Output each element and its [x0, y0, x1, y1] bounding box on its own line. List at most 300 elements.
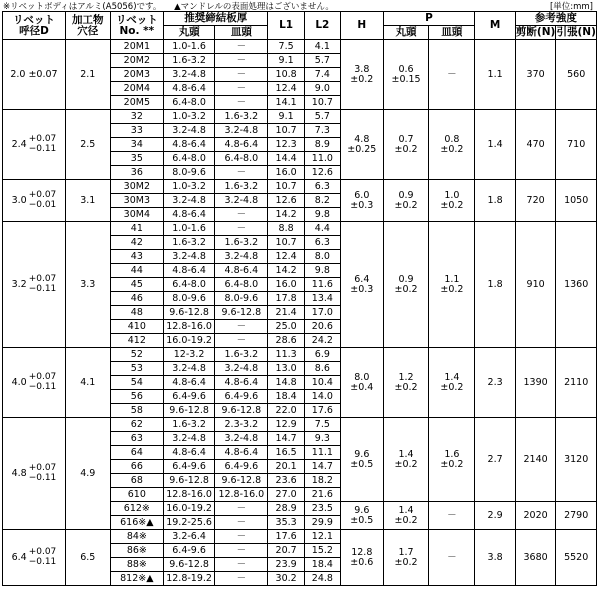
l2-cell: 24.8 [304, 572, 340, 586]
header-p-flat: 皿頭 [429, 26, 475, 40]
l2-cell: 10.4 [304, 376, 340, 390]
shear-cell: 470 [515, 110, 556, 180]
tensile-cell: 1360 [556, 222, 597, 348]
tol-upper: +0.07 [28, 134, 57, 145]
h-cell-line: ±0.5 [350, 458, 374, 470]
p-flat-cell [429, 180, 475, 222]
grip-round-cell: 3.2-6.4 [164, 530, 215, 544]
header-p: P [383, 12, 475, 26]
header-l2: L2 [304, 12, 340, 40]
l2-cell: 12.6 [304, 166, 340, 180]
rivet-no-cell: 30M2 [110, 180, 163, 194]
p-flat-cell [429, 110, 475, 180]
h-cell-line: ±0.2 [350, 73, 374, 85]
p-round-cell [383, 222, 429, 348]
rivet-no-cell: 63 [110, 432, 163, 446]
rivet-dia-value: 6.4 [11, 552, 27, 563]
l1-cell: 14.4 [268, 152, 304, 166]
grip-round-cell: 1.0-1.6 [164, 222, 215, 236]
h-cell-line: 8.0 [354, 371, 370, 383]
m-cell: 3.8 [475, 530, 516, 586]
l1-cell: 25.0 [268, 320, 304, 334]
grip-flat-cell: 3.2-4.8 [215, 194, 268, 208]
h-cell-line: ±0.4 [350, 381, 374, 393]
l2-cell: 11.1 [304, 446, 340, 460]
grip-flat-cell: － [215, 96, 268, 110]
rivet-no-cell: 30M3 [110, 194, 163, 208]
h-cell-line: 4.8 [354, 133, 370, 145]
hole-dia-cell: 4.1 [65, 348, 110, 418]
l2-cell: 9.3 [304, 432, 340, 446]
l1-cell: 12.4 [268, 250, 304, 264]
h-cell [340, 418, 383, 502]
rivet-no-cell: 36 [110, 166, 163, 180]
l1-cell: 9.1 [268, 110, 304, 124]
h-cell-line: 9.6 [354, 448, 370, 460]
grip-round-cell: 3.2-4.8 [164, 250, 215, 264]
p-round-cell-line: 0.7 [398, 133, 414, 145]
grip-round-cell: 4.8-6.4 [164, 138, 215, 152]
h-cell-line: ±0.6 [350, 556, 374, 568]
grip-flat-cell: － [215, 502, 268, 516]
tol-lower: −0.11 [28, 472, 57, 483]
rivet-dia-value: 2.4 [11, 139, 27, 150]
grip-flat-cell: 4.8-6.4 [215, 446, 268, 460]
rivet-no-cell: 46 [110, 292, 163, 306]
rivet-no-cell: 20M3 [110, 68, 163, 82]
p-flat-cell-line: 0.8 [444, 133, 460, 145]
p-flat-cell [429, 222, 475, 348]
p-flat-cell-line: 1.6 [444, 448, 460, 460]
rivet-no-cell: 68 [110, 474, 163, 488]
rivet-no-cell: 412 [110, 334, 163, 348]
grip-flat-cell: － [215, 222, 268, 236]
p-flat-cell-line: － [447, 68, 457, 80]
l2-cell: 4.4 [304, 222, 340, 236]
hole-dia-cell: 2.1 [65, 40, 110, 110]
grip-flat-cell: － [215, 516, 268, 530]
l2-cell: 9.8 [304, 264, 340, 278]
grip-flat-cell: 9.6-12.8 [215, 474, 268, 488]
hole-dia-cell: 6.5 [65, 530, 110, 586]
p-flat-cell-line: 1.1 [444, 273, 460, 285]
hole-dia-cell: 2.5 [65, 110, 110, 180]
table-row [3, 418, 597, 432]
p-round-cell-line: ±0.2 [394, 283, 418, 295]
hole-dia-cell: 3.1 [65, 180, 110, 222]
rivet-dia-cell [3, 40, 66, 110]
rivet-dia-cell [3, 110, 66, 180]
l1-cell: 7.5 [268, 40, 304, 54]
tensile-cell: 1050 [556, 180, 597, 222]
l1-cell: 14.7 [268, 432, 304, 446]
grip-round-cell: 6.4-9.6 [164, 544, 215, 558]
p-flat-cell [429, 348, 475, 418]
rivet-no-cell: 43 [110, 250, 163, 264]
l2-cell: 12.1 [304, 530, 340, 544]
p-flat-cell-line: ±0.2 [440, 143, 464, 155]
table-row [3, 222, 597, 236]
grip-flat-cell: － [215, 558, 268, 572]
h-cell-line: ±0.5 [350, 514, 374, 526]
p-round-cell-line: ±0.2 [394, 381, 418, 393]
grip-round-cell: 6.4-9.6 [164, 390, 215, 404]
h-cell-line: 6.4 [354, 273, 370, 285]
l2-cell: 6.3 [304, 180, 340, 194]
rivet-no-cell: 33 [110, 124, 163, 138]
grip-round-cell: 16.0-19.2 [164, 334, 215, 348]
rivet-dia-value: 4.0 [11, 377, 27, 388]
l1-cell: 13.0 [268, 362, 304, 376]
hole-dia-cell: 4.9 [65, 418, 110, 530]
l1-cell: 17.8 [268, 292, 304, 306]
l2-cell: 20.6 [304, 320, 340, 334]
h-cell [340, 530, 383, 586]
rivet-no-cell: 812※▲ [110, 572, 163, 586]
l1-cell: 8.8 [268, 222, 304, 236]
grip-flat-cell: 9.6-12.8 [215, 306, 268, 320]
grip-flat-cell: － [215, 68, 268, 82]
grip-round-cell: 1.6-3.2 [164, 54, 215, 68]
p-flat-cell-line: － [447, 551, 457, 563]
p-round-cell [383, 348, 429, 418]
grip-flat-cell: 9.6-12.8 [215, 404, 268, 418]
h-cell [340, 40, 383, 110]
grip-flat-cell: 1.6-3.2 [215, 348, 268, 362]
p-round-cell-line: ±0.2 [394, 199, 418, 211]
rivet-dia-cell [3, 530, 66, 586]
tol-upper: +0.07 [28, 463, 57, 474]
grip-flat-cell: 4.8-6.4 [215, 376, 268, 390]
p-round-cell-line: 0.9 [398, 273, 414, 285]
l1-cell: 20.1 [268, 460, 304, 474]
rivet-dia-cell [3, 348, 66, 418]
header-strength: 参考強度 [515, 12, 596, 26]
rivet-dia-tolerance [29, 275, 57, 294]
shear-cell: 2020 [515, 502, 556, 530]
grip-flat-cell: 1.6-3.2 [215, 236, 268, 250]
p-round-cell-line: ±0.2 [394, 143, 418, 155]
grip-round-cell: 6.4-8.0 [164, 152, 215, 166]
p-round-cell-line: 1.4 [398, 504, 414, 516]
l2-cell: 14.0 [304, 390, 340, 404]
l1-cell: 10.8 [268, 68, 304, 82]
l2-cell: 5.7 [304, 54, 340, 68]
rivet-dia-cell [3, 222, 66, 348]
tol-upper: +0.07 [28, 190, 57, 201]
l1-cell: 14.8 [268, 376, 304, 390]
rivet-dia-tolerance [29, 373, 57, 392]
p-round-cell-line: 0.6 [398, 63, 414, 75]
p-flat-cell [429, 418, 475, 502]
spec-table [2, 11, 597, 586]
rivet-dia-value: 4.8 [11, 468, 27, 479]
rivet-no-cell: 410 [110, 320, 163, 334]
grip-flat-cell: － [215, 544, 268, 558]
rivet-no-cell: 616※▲ [110, 516, 163, 530]
rivet-dia-tolerance [29, 548, 57, 567]
rivet-no-cell: 20M1 [110, 40, 163, 54]
l1-cell: 27.0 [268, 488, 304, 502]
l2-cell: 11.6 [304, 278, 340, 292]
p-round-cell-line: ±0.2 [394, 514, 418, 526]
grip-round-cell: 12.8-16.0 [164, 320, 215, 334]
rivet-no-cell: 52 [110, 348, 163, 362]
l2-cell: 9.0 [304, 82, 340, 96]
p-round-cell-line: ±0.15 [391, 73, 421, 85]
grip-round-cell: 1.0-3.2 [164, 180, 215, 194]
grip-round-cell: 3.2-4.8 [164, 432, 215, 446]
h-cell [340, 348, 383, 418]
l2-cell: 29.9 [304, 516, 340, 530]
tol-upper: +0.07 [28, 274, 57, 285]
rivet-dia-value: 3.2 [11, 279, 27, 290]
l2-cell: 8.6 [304, 362, 340, 376]
m-cell: 1.1 [475, 40, 516, 110]
grip-round-cell: 9.6-12.8 [164, 474, 215, 488]
header-rivet-dia: リベット 呼径D [3, 12, 66, 40]
h-cell-line: 12.8 [351, 546, 373, 558]
tensile-cell: 5520 [556, 530, 597, 586]
l1-cell: 14.2 [268, 208, 304, 222]
rivet-no-cell: 32 [110, 110, 163, 124]
l1-cell: 23.6 [268, 474, 304, 488]
header-m: M [475, 12, 516, 40]
tensile-cell: 560 [556, 40, 597, 110]
l2-cell: 8.9 [304, 138, 340, 152]
l1-cell: 18.4 [268, 390, 304, 404]
p-round-cell-line: 0.9 [398, 189, 414, 201]
top-note: ※リベットボディはアルミ(A5056)です。 ▲マンドレルの表面処理はございません。 [3, 2, 334, 12]
rivet-no-cell: 44 [110, 264, 163, 278]
rivet-no-cell: 62 [110, 418, 163, 432]
shear-cell: 370 [515, 40, 556, 110]
grip-flat-cell: 3.2-4.8 [215, 124, 268, 138]
l1-cell: 23.9 [268, 558, 304, 572]
grip-round-cell: 6.4-8.0 [164, 96, 215, 110]
tensile-cell: 2790 [556, 502, 597, 530]
l1-cell: 12.3 [268, 138, 304, 152]
tol-lower: −0.11 [28, 143, 57, 154]
l1-cell: 16.0 [268, 278, 304, 292]
rivet-dia-cell [3, 418, 66, 530]
header-tensile: 引張(N) [556, 26, 596, 39]
shear-cell: 910 [515, 222, 556, 348]
l2-cell: 6.9 [304, 348, 340, 362]
table-row [3, 348, 597, 362]
l2-cell: 10.7 [304, 96, 340, 110]
grip-round-cell: 4.8-6.4 [164, 376, 215, 390]
rivet-no-cell: 20M4 [110, 82, 163, 96]
rivet-dia-tolerance [29, 135, 57, 154]
grip-flat-cell: 6.4-9.6 [215, 390, 268, 404]
l2-cell: 17.0 [304, 306, 340, 320]
p-round-cell [383, 502, 429, 530]
header-rivet-no: リベット No. ** [110, 12, 163, 40]
l2-cell: 11.0 [304, 152, 340, 166]
rivet-no-cell: 66 [110, 460, 163, 474]
p-round-cell-line: ±0.2 [394, 556, 418, 568]
grip-flat-cell: 6.4-9.6 [215, 460, 268, 474]
l1-cell: 11.3 [268, 348, 304, 362]
p-round-cell [383, 418, 429, 502]
l2-cell: 8.0 [304, 250, 340, 264]
l2-cell: 9.8 [304, 208, 340, 222]
grip-round-cell: 3.2-4.8 [164, 68, 215, 82]
p-round-cell-line: 1.4 [398, 448, 414, 460]
h-cell-line: 9.6 [354, 504, 370, 516]
p-flat-cell-line: ±0.2 [440, 199, 464, 211]
l2-cell: 7.3 [304, 124, 340, 138]
l1-cell: 12.6 [268, 194, 304, 208]
rivet-no-cell: 42 [110, 236, 163, 250]
grip-flat-cell: － [215, 166, 268, 180]
hole-dia-cell: 3.3 [65, 222, 110, 348]
grip-flat-cell: － [215, 334, 268, 348]
shear-cell: 720 [515, 180, 556, 222]
l2-cell: 7.4 [304, 68, 340, 82]
rivet-no-cell: 41 [110, 222, 163, 236]
h-cell-line: 6.0 [354, 189, 370, 201]
grip-flat-cell: 6.4-8.0 [215, 278, 268, 292]
p-round-cell-line: 1.2 [398, 371, 414, 383]
grip-round-cell: 1.6-3.2 [164, 418, 215, 432]
rivet-no-cell: 53 [110, 362, 163, 376]
tensile-cell: 2110 [556, 348, 597, 418]
p-round-cell [383, 180, 429, 222]
m-cell: 1.8 [475, 180, 516, 222]
m-cell: 2.7 [475, 418, 516, 502]
shear-cell: 2140 [515, 418, 556, 502]
rivet-no-cell: 54 [110, 376, 163, 390]
header-p-round: 丸頭 [383, 26, 429, 40]
grip-flat-cell: 8.0-9.6 [215, 292, 268, 306]
m-cell: 2.3 [475, 348, 516, 418]
tensile-cell: 3120 [556, 418, 597, 502]
p-flat-cell-line: ±0.2 [440, 381, 464, 393]
l1-cell: 16.5 [268, 446, 304, 460]
grip-flat-cell: 12.8-16.0 [215, 488, 268, 502]
l1-cell: 20.7 [268, 544, 304, 558]
grip-flat-cell: 1.6-3.2 [215, 180, 268, 194]
l1-cell: 21.4 [268, 306, 304, 320]
header-shear: 剪断(N) [515, 26, 556, 39]
tol-upper: +0.07 [28, 372, 57, 383]
grip-round-cell: 6.4-8.0 [164, 278, 215, 292]
grip-flat-cell: 3.2-4.8 [215, 362, 268, 376]
l1-cell: 9.1 [268, 54, 304, 68]
grip-round-cell: 9.6-12.8 [164, 404, 215, 418]
header-l1: L1 [268, 12, 304, 40]
grip-flat-cell: 2.3-3.2 [215, 418, 268, 432]
l1-cell: 10.7 [268, 180, 304, 194]
grip-round-cell: 19.2-25.6 [164, 516, 215, 530]
l1-cell: 12.4 [268, 82, 304, 96]
rivet-no-cell: 35 [110, 152, 163, 166]
header-hole-dia: 加工物 穴径 [65, 12, 110, 40]
header-grip: 推奨締結板厚 [164, 12, 268, 26]
h-cell [340, 222, 383, 348]
m-cell: 1.4 [475, 110, 516, 180]
grip-flat-cell: － [215, 208, 268, 222]
rivet-no-cell: 30M4 [110, 208, 163, 222]
tol-upper: +0.07 [28, 547, 57, 558]
l1-cell: 12.9 [268, 418, 304, 432]
m-cell: 1.8 [475, 222, 516, 348]
grip-flat-cell: － [215, 82, 268, 96]
l1-cell: 14.2 [268, 264, 304, 278]
grip-round-cell: 4.8-6.4 [164, 264, 215, 278]
l2-cell: 7.5 [304, 418, 340, 432]
grip-round-cell: 1.0-1.6 [164, 40, 215, 54]
grip-round-cell: 12.8-19.2 [164, 572, 215, 586]
rivet-no-cell: 64 [110, 446, 163, 460]
grip-flat-cell: 4.8-6.4 [215, 138, 268, 152]
h-cell [340, 502, 383, 530]
header-h: H [340, 12, 383, 40]
grip-flat-cell: 4.8-6.4 [215, 264, 268, 278]
rivet-no-cell: 84※ [110, 530, 163, 544]
p-round-cell [383, 110, 429, 180]
rivet-no-cell: 86※ [110, 544, 163, 558]
rivet-dia-tolerance [29, 464, 57, 483]
header-grip-flat: 皿頭 [215, 26, 268, 40]
l1-cell: 10.7 [268, 124, 304, 138]
p-flat-cell [429, 530, 475, 586]
l1-cell: 17.6 [268, 530, 304, 544]
rivet-dia-cell [3, 180, 66, 222]
l2-cell: 18.4 [304, 558, 340, 572]
l1-cell: 22.0 [268, 404, 304, 418]
tol-lower: −0.01 [28, 199, 57, 210]
tol-lower: −0.11 [28, 381, 57, 392]
l2-cell: 23.5 [304, 502, 340, 516]
p-flat-cell-line: ±0.2 [440, 458, 464, 470]
table-row [3, 110, 597, 124]
grip-flat-cell: － [215, 320, 268, 334]
l2-cell: 18.2 [304, 474, 340, 488]
grip-round-cell: 9.6-12.8 [164, 558, 215, 572]
rivet-no-cell: 88※ [110, 558, 163, 572]
l1-cell: 28.6 [268, 334, 304, 348]
p-flat-cell-line: ±0.2 [440, 283, 464, 295]
tensile-cell: 710 [556, 110, 597, 180]
l1-cell: 35.3 [268, 516, 304, 530]
grip-round-cell: 16.0-19.2 [164, 502, 215, 516]
grip-flat-cell: 1.6-3.2 [215, 110, 268, 124]
l1-cell: 10.7 [268, 236, 304, 250]
l2-cell: 13.4 [304, 292, 340, 306]
grip-round-cell: 3.2-4.8 [164, 194, 215, 208]
p-flat-cell-line: 1.4 [444, 371, 460, 383]
grip-round-cell: 4.8-6.4 [164, 82, 215, 96]
l1-cell: 14.1 [268, 96, 304, 110]
grip-round-cell: 4.8-6.4 [164, 208, 215, 222]
grip-round-cell: 3.2-4.8 [164, 362, 215, 376]
shear-cell: 3680 [515, 530, 556, 586]
grip-round-cell: 1.0-3.2 [164, 110, 215, 124]
h-cell-line: ±0.3 [350, 283, 374, 295]
grip-round-cell: 12-3.2 [164, 348, 215, 362]
grip-round-cell: 8.0-9.6 [164, 166, 215, 180]
p-round-cell [383, 40, 429, 110]
grip-round-cell: 3.2-4.8 [164, 124, 215, 138]
rivet-no-cell: 20M2 [110, 54, 163, 68]
table-row [3, 180, 597, 194]
h-cell-line: ±0.3 [350, 199, 374, 211]
l2-cell: 5.7 [304, 110, 340, 124]
l2-cell: 4.1 [304, 40, 340, 54]
